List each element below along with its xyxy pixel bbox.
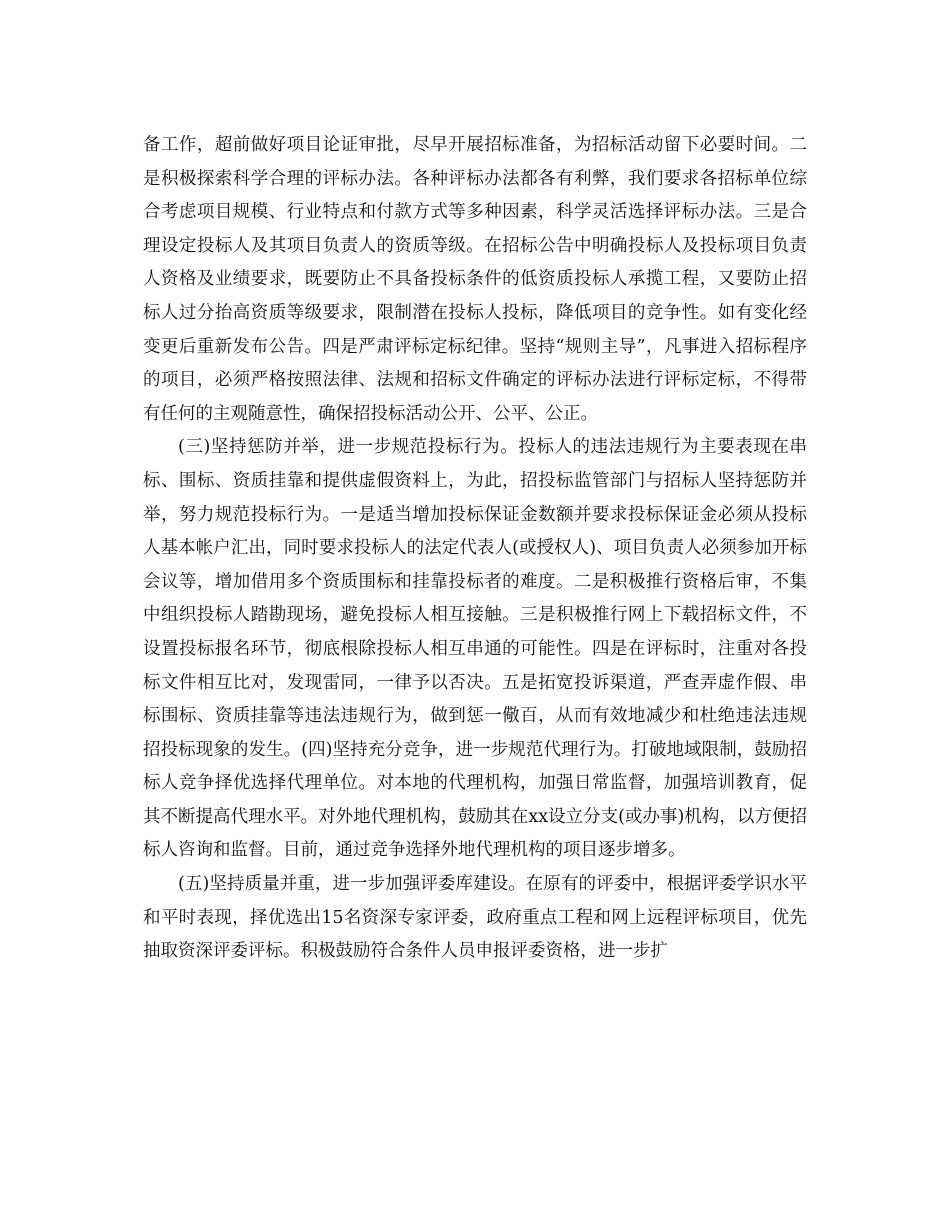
paragraph-2: (三)坚持惩防并举，进一步规范投标行为。投标人的违法违规行为主要表现在串标、围标、资质挂靠和提供虚假资料上，为此，招投标监管部门与招标人坚持惩防并举，努力规范投标行为。一是适当增加投标保证金数额并要求投标保证金必须从投标人基本帐户汇出，同时要求投标人的法定代表人(或授权人)、项目负责人必须参加开标会议等，增加借用多个资质围标和挂靠投标者的难度。二是积极推行资格后审，不集中组织投标人踏勘现场，避免投标人相互接触。三是积极推行网上下载招标文件，不设置投标报名环节，彻底根除投标人相互串通的可能性。四是在评标时，注重对各投标文件相互比对，发现雷同，一律予以否决。五是拓宽投诉渠道，严查弄虚作假、串标围标、资质挂靠等违法违规行为，做到惩一儆百，从而有效地减少和杜绝违法违规招投标现象的发生。(四)坚持充分竞争，进一步规范代理行为。打破地域限制，鼓励招标人竞争择优选择代理单位。对本地的代理机构，加强日常监督，加强培训教育，促其不断提高代理水平。对外地代理机构，鼓励其在xx设立分支(或办事)机构，以方便招标人咨询和监督。目前，通过竞争选择外地代理机构的项目逐步增多。: [143, 437, 807, 861]
paragraph-3: (五)坚持质量并重，进一步加强评委库建设。在原有的评委中，根据评委学识水平和平时表现，择优选出15名资深专家评委，政府重点工程和网上远程评标项目，优先抽取资深评委评标。积极鼓励符合条件人员申报评委资格，进一步扩: [143, 874, 807, 962]
document-body: [143, 129, 807, 969]
paragraph-1: 备工作，超前做好项目论证审批，尽早开展招标准备，为招标活动留下必要时间。二是积极探索科学合理的评标办法。各种评标办法都各有利弊，我们要求各招标单位综合考虑项目规模、行业特点和付款方式等多种因素，科学灵活选择评标办法。三是合理设定投标人及其项目负责人的资质等级。在招标公告中明确投标人及投标项目负责人资格及业绩要求，既要防止不具备投标条件的低资质投标人承揽工程，又要防止招标人过分抬高资质等级要求，限制潜在投标人投标，降低项目的竞争性。如有变化经变更后重新发布公告。四是严肃评标定标纪律。坚持“规则主导”，凡事进入招标程序的项目，必须严格按照法律、法规和招标文件确定的评标办法进行评标定标，不得带有任何的主观随意性，确保招投标活动公开、公平、公正。: [143, 135, 807, 424]
